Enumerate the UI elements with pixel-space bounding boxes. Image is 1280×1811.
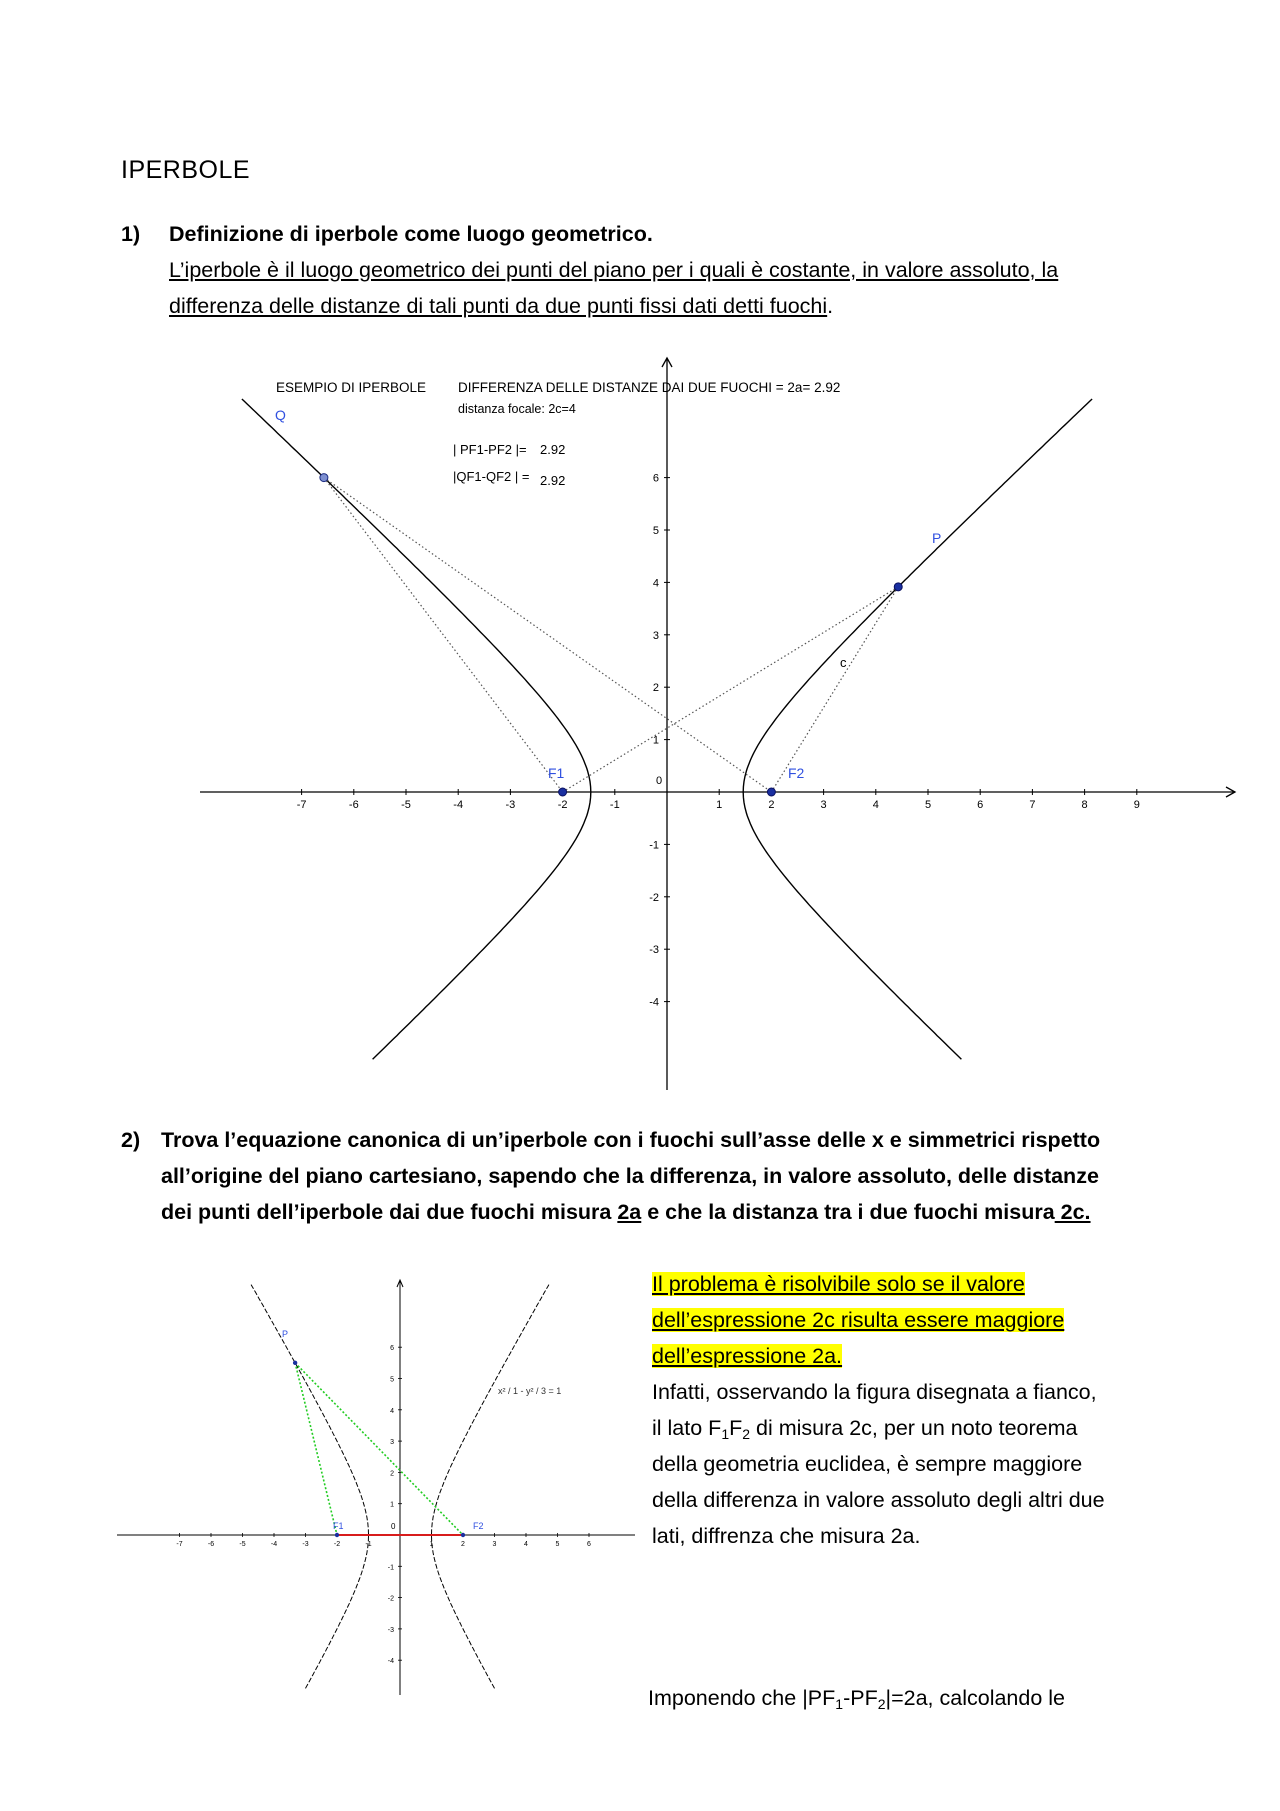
explanation-line-2: il lato $F_1F_2$ di misura 2c, per un noto teorema bbox=[652, 1416, 1078, 1442]
fig2-focus-f1 bbox=[335, 1533, 339, 1537]
left-branch bbox=[242, 399, 591, 1059]
y-tick-label: -4 bbox=[649, 996, 659, 1009]
fig2-focus-f2-label: F2 bbox=[473, 1521, 484, 1531]
label-qf-value: 2.92 bbox=[540, 473, 566, 488]
explanation-line-3: della geometria euclidea, è sempre maggiore bbox=[652, 1452, 1083, 1476]
fig2-point-p bbox=[293, 1361, 297, 1365]
y-tick-label: 3 bbox=[390, 1439, 394, 1447]
y-tick-label: -3 bbox=[387, 1626, 394, 1634]
x-tick-label: 4 bbox=[524, 1541, 528, 1548]
highlight-line-1: Il problema è risolvibile solo se il valore bbox=[652, 1272, 1025, 1296]
distance-segment bbox=[771, 587, 898, 792]
label-focal-distance: distanza focale: 2c=4 bbox=[458, 402, 576, 416]
side-explanation bbox=[652, 1266, 1172, 1554]
x-tick-label: -2 bbox=[557, 799, 568, 811]
figure-1-axes bbox=[200, 358, 1235, 1090]
problem-line-3a: dei punti dell’iperbole dai due fuochi misura bbox=[161, 1200, 618, 1224]
right-branch bbox=[743, 399, 1092, 1059]
definition-line-2: differenza delle distanze di tali punti da due punti fissi dati detti fuochi bbox=[169, 294, 828, 318]
label-qf-difference: |QF1-QF2 | = bbox=[453, 469, 530, 484]
segment-pf2 bbox=[295, 1363, 463, 1535]
problem-2c: 2c. bbox=[1054, 1200, 1091, 1224]
x-tick-label: 3 bbox=[820, 799, 827, 811]
highlight-line-2: dell’espressione 2c risulta essere maggiore bbox=[652, 1308, 1065, 1332]
equation-label: x² / 1 - y² / 3 = 1 bbox=[498, 1386, 562, 1396]
problem-2a: 2a bbox=[617, 1200, 642, 1224]
section-1 bbox=[121, 216, 1181, 324]
left-branch bbox=[251, 1285, 368, 1689]
point-q-label: Q bbox=[275, 407, 286, 423]
problem-line-2: all’origine del piano cartesiano, sapendo che la differenza, in valore assoluto, delle distanze bbox=[161, 1164, 1099, 1188]
focus-f1-label: F1 bbox=[548, 765, 565, 781]
explanation-line-1: Infatti, osservando la figura disegnata a fianco, bbox=[652, 1380, 1097, 1404]
definition-line-1: L’iperbole è il luogo geometrico dei punti del piano per i quali è costante, in valore assoluto, la bbox=[169, 258, 1059, 282]
fig2-focus-f2 bbox=[461, 1533, 465, 1537]
x-tick-label: -6 bbox=[207, 1541, 215, 1548]
section-2 bbox=[121, 1122, 1201, 1230]
section-1-number: 1) bbox=[121, 222, 141, 246]
highlight-line-3: dell’espressione 2a. bbox=[652, 1344, 843, 1368]
point-q bbox=[320, 474, 328, 482]
right-branch bbox=[429, 1285, 549, 1689]
x-tick-label: -7 bbox=[176, 1541, 183, 1548]
x-tick-label: 5 bbox=[555, 1541, 560, 1548]
fig2-point-p-label: P bbox=[282, 1329, 289, 1339]
x-tick-label: -1 bbox=[365, 1541, 372, 1548]
origin-label: 0 bbox=[656, 775, 663, 787]
label-example: ESEMPIO DI IPERBOLE bbox=[276, 380, 427, 395]
x-tick-label: 5 bbox=[924, 799, 932, 811]
x-tick-label: 8 bbox=[1081, 799, 1088, 811]
problem-line-1: Trova l’equazione canonica di un’iperbole con i fuochi sull’asse delle x e simmetrici rispetto bbox=[161, 1128, 1101, 1152]
definition-line-2-end: . bbox=[827, 294, 834, 318]
focus-f2-label: F2 bbox=[788, 765, 805, 781]
label-c: c bbox=[840, 655, 847, 670]
y-tick-label: 6 bbox=[390, 1345, 394, 1353]
hyperbola-figure-1 bbox=[190, 350, 1240, 1090]
y-tick-label: 2 bbox=[652, 682, 659, 695]
x-tick-label: -4 bbox=[270, 1541, 278, 1548]
x-tick-label: 6 bbox=[977, 799, 984, 811]
y-tick-label: 3 bbox=[652, 629, 659, 642]
x-tick-label: -3 bbox=[302, 1541, 309, 1548]
explanation-line-5: lati, diffrenza che misura 2a. bbox=[652, 1524, 921, 1548]
explanation-line-4: della differenza in valore assoluto degli altri due bbox=[652, 1488, 1105, 1512]
x-tick-label: -3 bbox=[505, 799, 516, 811]
fig2-origin-label: 0 bbox=[391, 1522, 396, 1531]
section-1-heading: Definizione di iperbole come luogo geometrico. bbox=[169, 222, 653, 246]
x-tick-label: 9 bbox=[1133, 799, 1140, 811]
x-tick-label: 6 bbox=[587, 1541, 591, 1548]
x-tick-label: -7 bbox=[296, 799, 307, 811]
figure-1-distance-segments bbox=[324, 478, 898, 792]
distance-segment bbox=[324, 478, 772, 792]
label-difference: DIFFERENZA DELLE DISTANZE DAI DUE FUOCHI = 2a= 2.92 bbox=[458, 380, 841, 395]
hyperbola-figure-2 bbox=[115, 1270, 635, 1700]
y-tick-label: -2 bbox=[387, 1595, 394, 1603]
x-tick-label: -1 bbox=[609, 799, 620, 811]
y-tick-label: 5 bbox=[652, 525, 659, 537]
y-tick-label: 1 bbox=[390, 1501, 394, 1509]
label-pf-difference: | PF1-PF2 |= bbox=[453, 442, 527, 457]
point-p bbox=[894, 583, 902, 591]
problem-line-3c: e che la distanza tra i due fuochi misura bbox=[641, 1200, 1055, 1224]
y-tick-label: 1 bbox=[652, 734, 659, 747]
point-p-label: P bbox=[932, 530, 942, 546]
y-tick-label: 4 bbox=[390, 1407, 394, 1415]
figure-2-axes bbox=[117, 1280, 635, 1695]
distance-segment bbox=[563, 587, 899, 792]
y-tick-label: -1 bbox=[387, 1564, 394, 1572]
y-tick-label: 5 bbox=[390, 1376, 394, 1384]
imposing-line: Imponendo che $|PF_1-PF_2|=2a$, calcolando le bbox=[648, 1686, 1066, 1712]
fig2-focus-f1-label: F1 bbox=[333, 1521, 344, 1531]
x-tick-label: 7 bbox=[1029, 799, 1036, 811]
y-tick-label: -2 bbox=[649, 891, 659, 904]
segment-pf1 bbox=[295, 1363, 337, 1535]
y-tick-label: 2 bbox=[390, 1470, 394, 1478]
y-tick-label: 6 bbox=[652, 472, 659, 485]
x-tick-label: 3 bbox=[492, 1541, 497, 1548]
y-tick-label: -4 bbox=[387, 1658, 394, 1666]
distance-segment bbox=[324, 478, 563, 792]
focus-f2 bbox=[767, 788, 775, 796]
y-tick-label: -1 bbox=[649, 839, 659, 852]
section-2-number: 2) bbox=[121, 1128, 141, 1152]
x-tick-label: -4 bbox=[453, 799, 464, 811]
label-pf-value: 2.92 bbox=[540, 442, 566, 457]
y-tick-label: -3 bbox=[649, 944, 659, 957]
focus-f1 bbox=[559, 788, 567, 796]
x-tick-label: -6 bbox=[348, 799, 359, 811]
x-tick-label: -5 bbox=[401, 799, 411, 811]
x-tick-label: 1 bbox=[716, 799, 723, 811]
y-tick-label: 4 bbox=[652, 577, 659, 590]
x-tick-label: -5 bbox=[239, 1541, 246, 1548]
x-tick-label: 2 bbox=[461, 1541, 465, 1548]
page-title: IPERBOLE bbox=[121, 156, 251, 184]
x-tick-label: 1 bbox=[429, 1541, 434, 1548]
x-tick-label: -2 bbox=[333, 1541, 341, 1548]
x-tick-label: 2 bbox=[768, 799, 775, 811]
x-tick-label: 4 bbox=[872, 799, 879, 811]
